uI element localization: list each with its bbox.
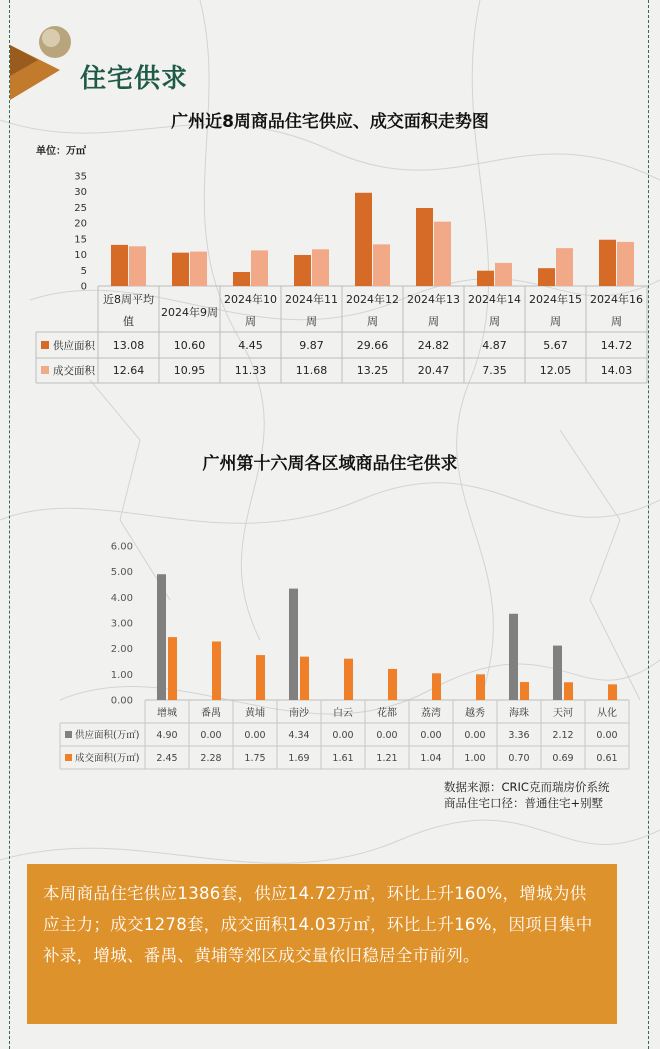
data-label: 2.45: [156, 753, 178, 764]
x-tick-label: 2024年13: [407, 293, 460, 306]
data-label: 24.82: [417, 339, 450, 352]
supply-bar: [538, 268, 555, 286]
supply-bar: [599, 240, 616, 286]
data-label: 0.61: [596, 753, 618, 764]
x-tick-label: 越秀: [465, 708, 485, 719]
y-tick-label: 1.00: [110, 669, 133, 681]
data-label: 4.87: [482, 339, 507, 352]
supply-bar: [294, 255, 311, 286]
legend-swatch-deal: [41, 366, 49, 374]
data-label: 7.35: [482, 364, 507, 377]
data-label: 10.60: [173, 339, 206, 352]
legend-swatch-deal: [65, 754, 72, 761]
deal-bar: [344, 659, 353, 700]
deal-bar: [520, 682, 529, 700]
deal-bar: [434, 222, 451, 286]
data-label: 1.69: [288, 753, 310, 764]
y-tick-label: 4.00: [110, 592, 133, 604]
y-tick-label: 15: [74, 234, 87, 246]
x-tick-label: 花都: [377, 708, 397, 719]
legend-label: 供应面积(万㎡): [75, 730, 140, 741]
supply-bar: [416, 208, 433, 286]
data-label: 14.03: [600, 364, 633, 377]
supply-bar: [233, 272, 250, 286]
data-label: 14.72: [600, 339, 633, 352]
data-label: 0.70: [508, 753, 530, 764]
y-tick-label: 6.00: [110, 541, 133, 553]
data-label: 12.64: [112, 364, 145, 377]
data-label: 20.47: [417, 364, 450, 377]
x-tick-label: 番禺: [201, 708, 221, 719]
x-tick-label: 黄埔: [245, 708, 265, 719]
data-label: 1.75: [244, 753, 266, 764]
deal-bar: [608, 684, 617, 700]
data-scope-line: 商品住宅口径：普通住宅+别墅: [444, 796, 604, 810]
legend-swatch-supply: [41, 341, 49, 349]
supply-bar: [157, 574, 166, 700]
data-label: 2.28: [200, 753, 222, 764]
x-tick-label: 值: [123, 315, 134, 328]
supply-bar: [553, 646, 562, 700]
supply-bar: [172, 253, 189, 286]
deal-bar: [476, 674, 485, 700]
y-tick-label: 2.00: [110, 644, 133, 656]
legend-label: 成交面积(万㎡): [75, 753, 140, 764]
deal-bar: [564, 682, 573, 700]
weekly-supply-deal-chart: [0, 160, 660, 390]
y-tick-label: 25: [74, 202, 87, 214]
data-label: 3.36: [508, 730, 530, 741]
x-tick-label: 周: [611, 315, 622, 328]
data-label: 1.61: [332, 753, 354, 764]
section-title: 住宅供求: [80, 64, 189, 94]
data-label: 13.08: [112, 339, 145, 352]
deal-bar: [617, 242, 634, 286]
deal-bar: [556, 248, 573, 286]
x-tick-label: 南沙: [289, 708, 309, 719]
x-tick-label: 增城: [157, 708, 177, 719]
supply-bar: [355, 193, 372, 286]
x-tick-label: 2024年10: [224, 293, 277, 306]
x-tick-label: 海珠: [509, 708, 529, 719]
x-tick-label: 白云: [333, 708, 353, 719]
x-tick-label: 周: [550, 315, 561, 328]
chart2-title: 广州第十六周各区域商品住宅供求: [202, 454, 458, 474]
deal-bar: [432, 673, 441, 700]
y-tick-label: 10: [74, 250, 87, 262]
data-label: 0.00: [244, 730, 266, 741]
data-label: 12.05: [539, 364, 572, 377]
district-supply-deal-chart: [0, 530, 660, 775]
deal-bar: [129, 246, 146, 286]
deal-bar: [256, 655, 265, 700]
data-label: 29.66: [356, 339, 389, 352]
deal-bar: [300, 657, 309, 700]
summary-text: 本周商品住宅供应1386套，供应14.72万㎡，环比上升160%，增城为供应主力；成交1278套，成交面积14.03万㎡，环比上升16%，因项目集中补录，增城、番禺、黄埔等郊区成交量依旧稳居全市前列。: [43, 884, 593, 965]
x-tick-label: 近8周平均: [103, 293, 154, 306]
y-tick-label: 35: [74, 171, 87, 183]
x-tick-label: 天河: [553, 708, 573, 719]
deal-bar: [373, 244, 390, 286]
right-dashed-border: [648, 0, 649, 1049]
x-tick-label: 2024年11: [285, 293, 338, 306]
deal-bar: [495, 263, 512, 286]
y-tick-label: 5.00: [110, 567, 133, 579]
chart1-title: 广州近8周商品住宅供应、成交面积走势图: [171, 112, 489, 132]
y-tick-label: 30: [74, 187, 87, 199]
x-tick-label: 2024年15: [529, 293, 582, 306]
x-tick-label: 周: [489, 315, 500, 328]
data-label: 13.25: [356, 364, 389, 377]
x-tick-label: 2024年9周: [161, 306, 218, 319]
data-label: 10.95: [173, 364, 206, 377]
deal-bar: [251, 250, 268, 286]
y-tick-label: 5: [80, 265, 87, 277]
deal-bar: [190, 252, 207, 286]
data-label: 0.00: [596, 730, 618, 741]
data-label: 4.90: [156, 730, 178, 741]
y-tick-label: 0.00: [110, 695, 133, 707]
y-tick-label: 0: [80, 281, 87, 293]
chart1-unit-label: 单位：万㎡: [36, 146, 86, 157]
data-label: 9.87: [299, 339, 324, 352]
deal-bar: [212, 641, 221, 700]
data-label: 0.00: [464, 730, 486, 741]
data-label: 0.00: [376, 730, 398, 741]
x-tick-label: 2024年14: [468, 293, 521, 306]
x-tick-label: 2024年12: [346, 293, 399, 306]
supply-bar: [477, 271, 494, 286]
legend-label: 成交面积: [53, 365, 95, 377]
deal-bar: [312, 249, 329, 286]
y-tick-label: 3.00: [110, 618, 133, 630]
data-label: 0.00: [420, 730, 442, 741]
data-source-line: 数据来源：CRIC克而瑞房价系统: [444, 780, 610, 794]
left-dashed-border: [9, 0, 10, 1049]
data-label: 1.21: [376, 753, 398, 764]
supply-bar: [509, 614, 518, 700]
summary-box: [27, 864, 617, 1024]
data-label: 0.69: [552, 753, 574, 764]
x-tick-label: 2024年16: [590, 293, 643, 306]
supply-bar: [111, 245, 128, 286]
data-label: 0.00: [200, 730, 222, 741]
deal-bar: [168, 637, 177, 700]
data-label: 11.68: [295, 364, 328, 377]
data-label: 4.34: [288, 730, 310, 741]
corner-ornament-icon: [0, 0, 90, 110]
legend-label: 供应面积: [53, 340, 95, 352]
data-label: 2.12: [552, 730, 574, 741]
data-label: 4.45: [238, 339, 263, 352]
legend-swatch-supply: [65, 731, 72, 738]
x-tick-label: 周: [245, 315, 256, 328]
x-tick-label: 周: [306, 315, 317, 328]
x-tick-label: 周: [367, 315, 378, 328]
x-tick-label: 荔湾: [421, 708, 441, 719]
data-label: 5.67: [543, 339, 568, 352]
supply-bar: [289, 589, 298, 700]
x-tick-label: 周: [428, 315, 439, 328]
data-label: 1.00: [464, 753, 486, 764]
data-label: 1.04: [420, 753, 442, 764]
data-label: 11.33: [234, 364, 267, 377]
x-tick-label: 从化: [597, 708, 617, 719]
y-tick-label: 20: [74, 218, 87, 230]
deal-bar: [388, 669, 397, 700]
data-label: 0.00: [332, 730, 354, 741]
